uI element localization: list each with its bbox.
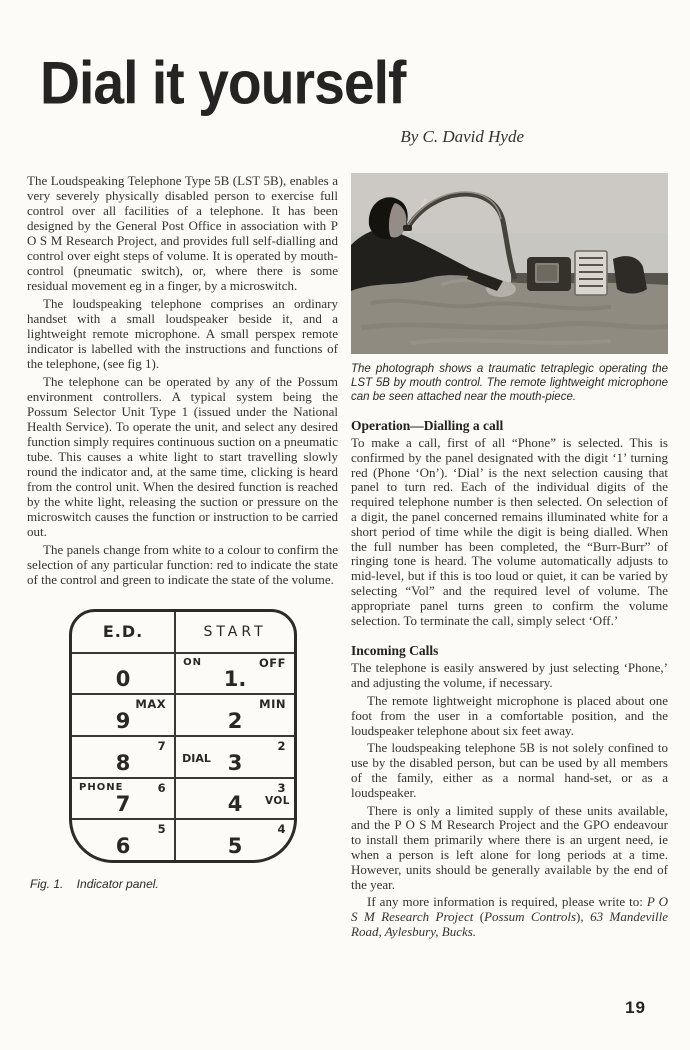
panel-row-1 (72, 654, 294, 696)
intro-paragraph-1: The Loudspeaking Telephone Type 5B (LST 5B), enables a very severely physically disabled person to exercise full control over all facilities of a telephone. It has been designed by the General Post Office in association with P O S M Research Project, and provides full self-dialling and control over eight steps of volume. It is operated by mouth-control (pneumatic switch), or, where there is some residual movement eg in a finger, by a microswitch. (27, 173, 338, 293)
incoming-paragraph-3: The loudspeaking telephone 5B is not solely confined to use by the disabled person, but can be used by all members of the family, either as a normal hand-set, or as a loudspeaker. (351, 740, 668, 800)
byline: By C. David Hyde (400, 127, 524, 146)
closing-address: 63 Mandeville Road, Aylesbury, Bucks. (351, 909, 668, 939)
panel-row-4 (72, 779, 294, 821)
figure-caption: Fig. 1. Indicator panel. (30, 877, 159, 891)
incoming-paragraph-1: The telephone is easily answered by just selecting ‘Phone,’ and adjusting the volume, if necessary. (351, 660, 668, 691)
panel-cell: 4 3 VOL (227, 780, 290, 817)
indicator-panel-diagram (69, 609, 297, 863)
photo-image (351, 173, 668, 354)
photo-caption: The photograph shows a traumatic tetraplegic operating the LST 5B by mouth control. The remote lightweight microphone can be seen attached near the mouth-piece. (351, 363, 668, 403)
closing-paren-open: ( (473, 909, 485, 925)
panel-cell: DIAL 3 2 (182, 739, 286, 775)
closing-possum-controls: Possum Controls (484, 909, 577, 925)
intro-paragraph-3: The telephone can be operated by any of the Possum environment controllers. A typical system being the Possum Selector Unit Type 1 (issued under the National Health Service). To operate the unit, and select any desired function simply requires continuous suction on a pneumatic tube. This causes a white light to start travelling slowly round the indicator and, at the same time, clicking is heard from the control unit. When the desired function is reached by the white light, releasing the suction or pressure on the microswitch causes the function or instruction to be carried out. (27, 374, 338, 539)
page-number: 19 (625, 998, 646, 1017)
panel-cell: ON 1. OFF (183, 655, 286, 692)
panel-row-5 (72, 820, 294, 860)
section-heading-incoming: Incoming Calls (351, 643, 439, 659)
panel-header-start: START (203, 623, 267, 640)
panel-cell: PHONE 7 6 (72, 779, 176, 819)
incoming-paragraph-2: The remote lightweight microphone is placed about one foot from the user in a comfortable position, and the loudspeaker telephone about six feet away. (351, 692, 668, 738)
incoming-paragraph-4: There is only a limited supply of these units available, and the P O S M Research Project and the GPO endeavour to install them primarily where there is an urgent need, ie when a person is left alone for long periods at a time. However, units should be generally available by the end of the year. (351, 802, 668, 892)
section-heading-operation: Operation—Dialling a call (351, 418, 504, 433)
panel-cell: 6 5 (72, 820, 176, 860)
figure-1 (27, 609, 338, 891)
panel-header-cell-start (176, 612, 294, 652)
panel-cell: 0 (72, 654, 176, 694)
right-column (351, 173, 668, 940)
closing-paragraph (351, 895, 668, 939)
operation-paragraph: To make a call, first of all “Phone” is selected. This is confirmed by the panel designated with the digit ‘1’ turning red (Phone ‘On’). ‘Dial’ is the next selection causing that panel to turn red. Each of the individual digits of the required telephone number is then selected. On selection of a digit, the panel concerned remains illuminated white for a short period of time while the digit is being dialled. When the full number has been completed, the “Burr-Burr” of ringing tone is heard. The volume automatically adjusts to mid-level, but if this is too loud or quiet, it can be varied by selecting “Vol” and the required level of volume. The appropriate panel turns green to confirm the volume selection. To terminate the call, simply select ‘Off.’ (351, 435, 668, 628)
magazine-page (0, 49, 690, 1050)
closing-paren-close: ), (576, 909, 591, 925)
closing-lead: If any more information is required, please write to: (367, 894, 647, 910)
panel-cell: 5 4 (227, 822, 286, 859)
panel-cell: 2 MIN (227, 697, 286, 734)
panel-header-row (72, 612, 294, 654)
panel-header-ed: E.D. (102, 622, 144, 642)
panel-row-2 (72, 695, 294, 737)
intro-paragraph-2: The loudspeaking telephone comprises an ordinary handset with a small loudspeaker beside it, and a lightweight remote microphone. A small perspex remote indicator is labelled with the instructions and functions of the telephone, (see fig 1). (27, 296, 338, 371)
photo (351, 173, 668, 354)
left-column (27, 173, 338, 940)
page-title: Dial it yourself (40, 49, 406, 117)
article-columns (27, 173, 668, 940)
panel-header-cell-ed (72, 612, 176, 652)
panel-cell: 8 7 (72, 737, 176, 777)
closing-project-name: P O S M Research Project (351, 894, 668, 925)
panel-cell: 9 MAX (72, 695, 176, 735)
panel-row-3 (72, 737, 294, 779)
intro-paragraph-4: The panels change from white to a colour to confirm the selection of any particular function: red to indicate the state of the control and green to indicate the state of the volume. (27, 542, 338, 587)
